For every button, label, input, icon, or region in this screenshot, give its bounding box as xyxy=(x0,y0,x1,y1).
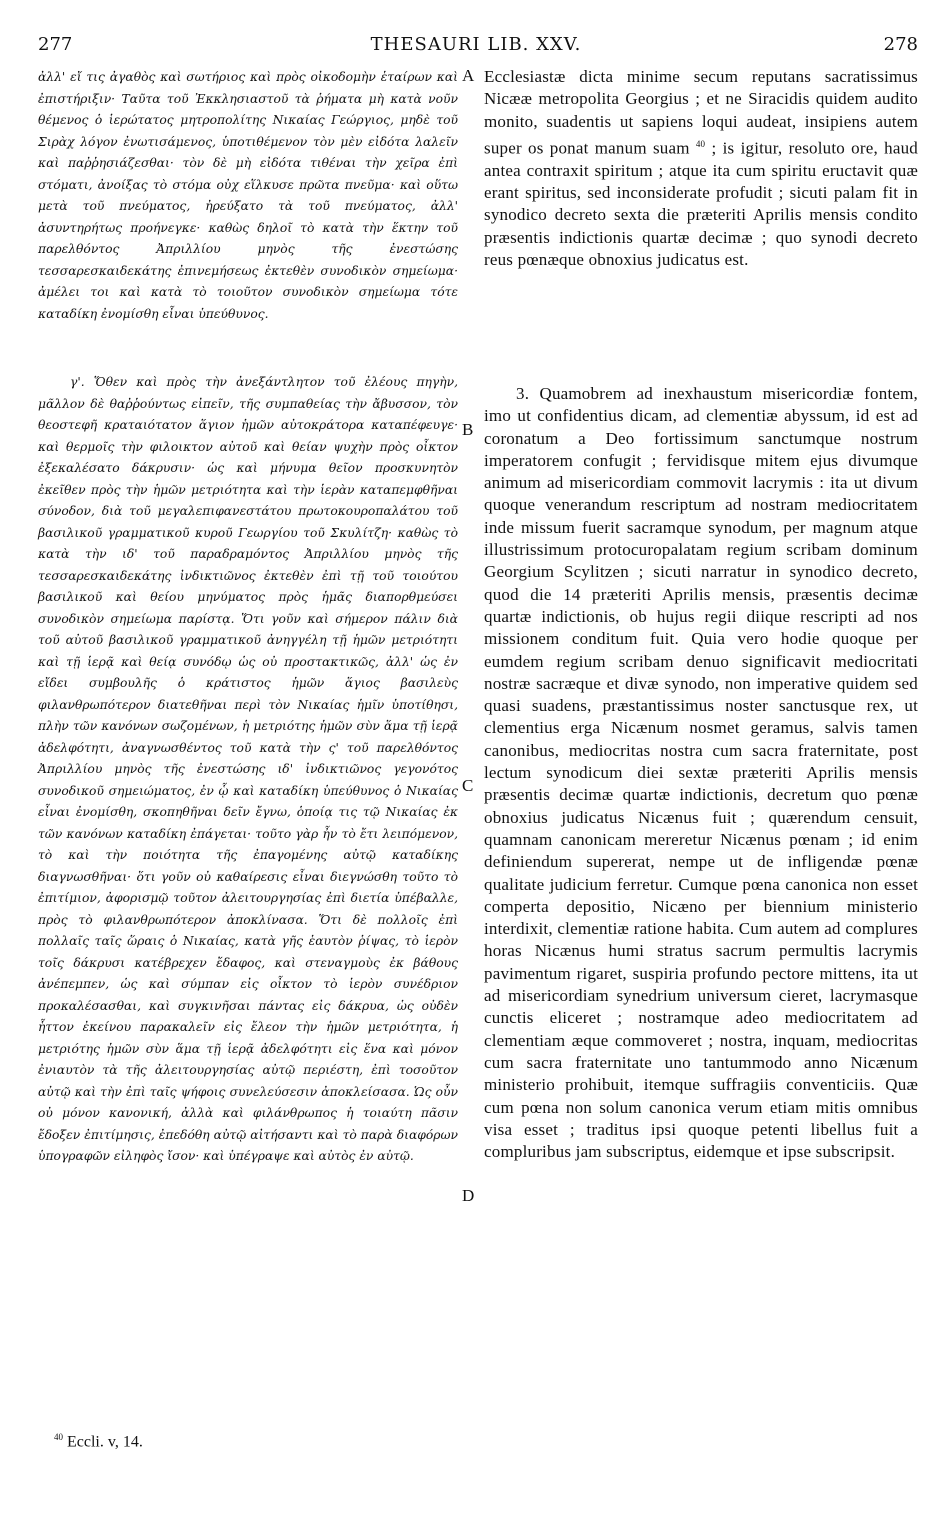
margin-letter-c: C xyxy=(462,776,474,795)
running-title: THESAURI LIB. XXV. xyxy=(370,34,582,55)
page-header xyxy=(0,34,952,64)
page-number-right: 278 xyxy=(883,34,918,55)
margin-letter-a: A xyxy=(462,66,475,85)
latin-para1-text-a: Ecclesiastæ dicta minime secum reputans sacratissimus Nicææ metropolita Georgius ; et ne Siracidis quidem audito monito, suadentis ut sapiens loqui audeat, insipiens autem super os ponat manum suam xyxy=(484,67,918,158)
footnote-ref: 40 xyxy=(695,138,706,149)
greek-paragraph-1: ἀλλ' εἴ τις ἀγαθὸς καὶ σωτήριος καὶ πρὸς οἰκοδομὴν ἑταίρων καὶ ἐπιστήριξιν· Ταῦτα τοῦ Ἐκκλησιαστοῦ τὰ ῥήματα μὴ κατὰ νοῦν θέμενος ὁ ἱερώτατος μητροπολίτης Νικαίας Γεώργιος, μηδὲ τοῦ Σιρὰχ λόγον ἐνωτισάμενος, ὑποτιθέμενον τὸν μὲν εἰδότα λαλεῖν καὶ παῤῥησιάζεσθαι· τὸν δὲ μὴ εἰδότα τιθέναι τὴν χεῖρα ἐπὶ στόματι, ἀνοίξας τὸ στόμα οὐχ εἵλκυσε πρῶτα πνεῦμα· καὶ οὕτω μετὰ τοῦ πνεύματος, ἠρεύξατο τὰ τοῦ πνεύματος, ἀλλ' ἀσυντηρήτως προήνεγκε· καθὼς δηλοῖ τὸ κατὰ τὴν ἕκτην τοῦ παρελθόντος Ἀπριλλίου μηνὸς τῆς ἐνεστώσης τεσσαρεσκαιδεκάτης ἐπινεμήσεως ἐκτεθὲν συνοδικὸν σημείωμα· ἀμέλει τοι καὶ κατὰ τὸ τοιοῦτον συνοδικὸν σημείωμα τότε καταδίκη ἐνομίσθη εἶναι ὑπεύθυνος. xyxy=(38,70,458,321)
page-number-left: 277 xyxy=(38,34,73,55)
greek-paragraph-2: γ'. Ὅθεν καὶ πρὸς τὴν ἀνεξάντλητον τοῦ ἐλέους πηγὴν, μᾶλλον δὲ θαῤῥούντως εἰπεῖν, τῆς συμπαθείας τὴν ἄβυσσον, τὸν θεοστεφῆ κραταιότατον ἅγιον ἡμῶν αὐτοκράτορα καταπέφευγε· καὶ θερμοῖς τὴν φιλοικτον αὐτοῦ καὶ θείαν ψυχὴν πρὸς οἶκτον ἐξεκαλέσατο δάκρυσιν· ὡς καὶ μήνυμα θεῖον προσκυνητὸν ἐκεῖθεν πρὸς τὴν ἡμῶν μετριότητα καὶ τὴν ἱερὰν καταπεμφθῆναι σύνοδον, διὰ τοῦ μεγαλεπιφανεστάτου πρωτοκουροπαλάτου τοῦ βασιλικοῦ γραμματικοῦ κυροῦ Γεωργίου τοῦ Σκυλίτζη· καθὼς τὸ κατὰ τὴν ιδ' τοῦ παραδραμόντος Ἀπριλλίου μηνὸς τῆς τεσσαρεσκαιδεκάτης ἰνδικτιῶνος ἐκτεθὲν ἐπὶ τῇ τοῦ τοιούτου βασιλικοῦ καὶ θείου μηνύματος πρὸς ἡμᾶς διαπορθμεύσει συνοδικὸν σημείωμα παρίστᾳ. Ὅτι γοῦν καὶ σήμερον πάλιν διὰ τοῦ αὐτοῦ βασιλικοῦ γραμματικοῦ ἀνηγγέλη τῇ ἡμῶν μετριότητι καὶ τῇ ἱερᾷ καὶ θείᾳ συνόδῳ ὡς οὐ προστακτικῶς, ἀλλ' ὡς ἐν εἴδει συμβουλῆς ὁ κράτιστος ἡμῶν ἅγιος βασιλεὺς φιλανθρωπότερον διατεθῆναι περὶ τὸν Νικαίας ἡμῖν ὑποτίθησι, πλὴν τῶν κανόνων σωζομένων, ἡ μετριότης ἡμῶν σὺν ἅμα τῇ ἱερᾷ ἀδελφότητι, ἀναγνωσθέντος τοῦ κατὰ τὴν ς' τοῦ παρελθόντος Ἀπριλλίου μηνὸς τῆς ἐνεστώσης ιδ' ἰνδικτιῶνος γεγονότος συνοδικοῦ σημειώματος, ἐν ᾧ καὶ καταδίκη ὑπεύθυνος ὁ Νικαίας εἶναι ἐνομίσθη, σκοπηθῆναι δεῖν ἔγνω, ὁποίᾳ τις τῷ Νικαίας ἐκ τῶν κανόνων καταδίκη ἐπάγεται· τοῦτο γὰρ ἦν τὸ ἔτι λειπόμενον, τὸ καὶ τὴν ποιότητα τῆς ἐπαγομένης αὐτῷ καταδίκης διαγνωσθῆναι· ὅτι γοῦν οὐ καθαίρεσις εἶναι διεγνώσθη τοῦτο τὸ ἐπιτίμιον, ἀφορισμῷ τοῦτον ἀλειτουργησίας ἐπὶ διετία ὑπέβαλλε, πρὸς τὸ φιλανθρωπότερον ἀποκλίνασα. Ὅτι δὲ πολλοῖς ἐπὶ πολλαῖς ταῖς ὥραις ὁ Νικαίας, κατὰ γῆς ἑαυτὸν ῥίψας, τὸ ἱερὸν τοῖς δάκρυσι κατέβρεχεν ἔδαφος, καὶ στεναγμοὺς ἐκ βάθους ἀνέπεμπεν, ὡς καὶ σύμπαν εἰς οἶκτον τὸ ἱερὸν συνέδριον προκαλέσασθαι, καὶ συγκινῆσαι πάντας εἰς δάκρυα, ὡς οὐδὲν ἧττον ἐκείνου παρακαλεῖν εἰς ἔλεον τὴν ἡμῶν μετριότητα, ἡ μετριότης ἡμῶν σὺν ἅμα τῇ ἱερᾷ ἀδελφότητι εἰς ἕνα καὶ μόνον ἐνιαυτὸν τὰ τῆς ἀλειτουργησίας αὐτῷ περιέστη, ἐπὶ τοσοῦτον αὐτῷ καὶ τὴν ἐπὶ ταῖς ψήφοις συνελεύσεσιν ἀποκλείσασα. Ὡς οὖν οὐ μόνον κανονική, ἀλλὰ καὶ φιλάνθρωπος ἡ τοιαύτη πᾶσιν ἔδοξεν ἐπιτίμησις, ἐπεδόθη αὐτῷ αἰτήσαντι καὶ τὸ παρὰ διαφόρων ὑπογραφῶν εἰληφὸς ἴσον· καὶ ὑπέγραψε καὶ αὐτὸς ἐν αὐτῷ. xyxy=(38,375,458,1163)
footnote xyxy=(54,1432,143,1451)
latin-para1-text-b: ; is igitur, resoluto ore, haud antea contraxit spiritum ; atque ita cum spiritu eructavit quæ erant spiritus, sed inconsiderate profudit ; sicuti palam fit in synodico decreto sexta die præteriti Aprilis mensis condito præsentis indictionis quartæ decimæ ; quo synodi decreto reus pœnæque obnoxius judicatus est. xyxy=(484,138,918,270)
margin-letter-b: B xyxy=(462,420,474,439)
footnote-text: Eccli. v, 14. xyxy=(67,1433,143,1451)
latin-paragraph-1 xyxy=(484,66,918,271)
margin-letter-d: D xyxy=(462,1186,475,1205)
latin-paragraph-2: 3. Quamobrem ad inexhaustum misericordiæ fontem, imo ut confidentius dicam, ad clementiæ abyssum, id est ad coronatum a Deo fortissimum sanctumque nostrum imperatorem confugit ; fervidisque mitem ejus divumque animum ad misericordiam commovit lacrymis : ita ut divum quoque venerandum rescriptum ad nostram mediocritatem inde missum fuerit sacramque synodum, per magnum atque illustrissimum protocuropalatam regium scribam dominum Georgium Scylitzen ; sicuti narratur in synodico decreto, quod die 14 præteriti Aprilis mensis, præsentis decimæ quartæ indictionis, ob hujus regii diique rescripti ad nos missionem conditum fuit. Quia vero hodie quoque per eumdem regium scribam denuo significavit mediocritati nostræ sacræque et divæ synodo, non imperative quidem sed quasi suadens, præstantissimus noster sanctusque rex, ut clementius erga Nicænum nosmet geramus, salvis tamen canonibus, mediocritas nostra cum sacra fraternitate, post lectum synodicum diei sextæ præteriti Aprilis mensis præsentis decimæ quartæ indictionis, decretum quo pœnæ obnoxius judicatus Nicænus fuit ; quærendum censuit, quamnam canonicam mereretur Nicænus pœnam ; id enim definiendum supererat, nempe ut de infligendæ pœnæ qualitate judicium ferretur. Cumque pœna canonica non esset comperta depositio, Nicæno per biennium ministerio interdixit, clementiæ ratione habita. Cum autem ad complures horas Nicænus humi stratus sacrum permultis lacrymis pavimentum rigaret, suspiria profundo pectore mittens, ita ut ad misericordiam synedrium universum cieret, lacrymasque cunctis eliceret ; nostramque adeo mediocritatem ad clementiam æque commoveret ; nostra, inquam, mediocritas cum sacra fraternitate uno tantummodo anno Nicænum ministerio prohibuit, itemque suffragiis conventiciis. Quæ cum pœna non solum canonica verum etiam mitis omnibus visa esset ; traditus ipsi quoque petenti libellus fuit a compluribus jam subscriptus, eidemque et ipse subscripsit. xyxy=(484,384,918,1162)
footnote-number: 40 xyxy=(54,1432,63,1442)
